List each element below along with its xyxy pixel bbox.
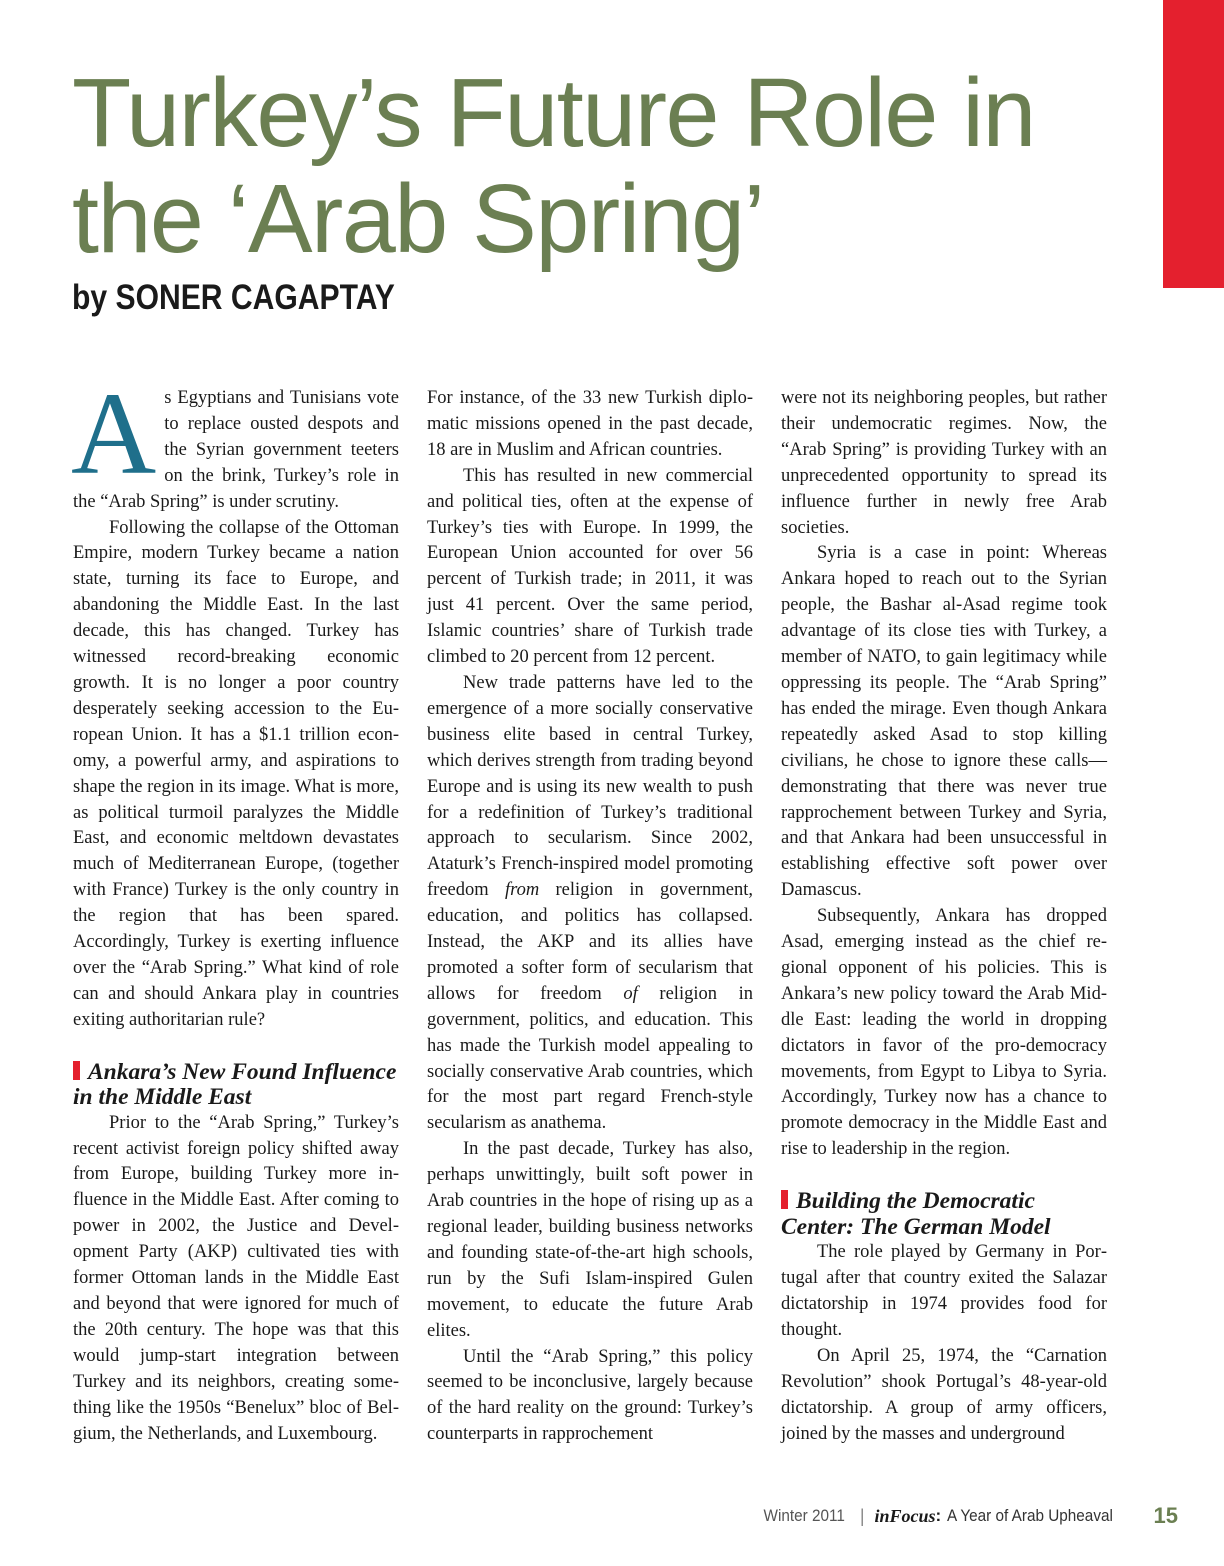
footer-season: Winter 2011	[763, 1506, 846, 1525]
byline: by SONER CAGAPTAY	[72, 278, 395, 317]
intro-paragraph	[71, 368, 399, 516]
page-footer	[759, 1501, 1178, 1531]
paragraph: The role played by Germany in Portugal after that country exited the Salazar dictatorship in 1974 provides food for thought.	[781, 1242, 1107, 1340]
column-1	[71, 368, 399, 1447]
column-2	[427, 386, 753, 1448]
paragraph: On April 25, 1974, the “Carnation Revolution” shook Portugal’s 48-year-old dictatorship. A group of army officers, joined by the masses and underground	[781, 1345, 1107, 1444]
section-heading-german-model	[781, 1189, 1107, 1240]
paragraph: For instance, of the 33 new Turkish diplomatic missions opened in the past decade, 18 are in Muslim and African countries.	[427, 388, 753, 460]
red-edge-tab	[1163, 0, 1224, 288]
intro-text: s Egyptians and Tunisians vote to replace ousted despots and the Syrian government teeters on the brink, Turkey’s role in the “Arab Spring” is under scrutiny.	[73, 388, 399, 512]
footer-issue-title: A Year of Arab Upheaval	[947, 1506, 1114, 1525]
paragraph	[427, 671, 753, 1137]
heading-marker	[73, 1061, 80, 1080]
footer-separator: |	[859, 1505, 865, 1526]
footer-colon: :	[935, 1506, 942, 1525]
paragraph: Prior to the “Arab Spring,” Turkey’s recent activist foreign policy shifted away from Europe, building Turkey more influence in the Middle East. After coming to power in 2002, the Justice and Development Party (AKP) cultivated ties with former Ottoman lands in the Middle East and beyond that were ignored for much of the 20th century. The hope was that this would jump-start integration between Turkey and its neighbors, creating something like the 1950s “Benelux” bloc of Belgium, the Netherlands, and Luxembourg.	[73, 1112, 399, 1444]
section-heading-text: Ankara’s New Found Influence in the Middle East	[73, 1058, 397, 1111]
page-number: 15	[1153, 1503, 1178, 1528]
text-run: religion in government, politics, and education. This has made the Turkish model appealing to socially conservative Arab countries, which for the most part regard French-style secularism as anathema.	[427, 983, 753, 1134]
footer-publication: inFocus	[874, 1505, 936, 1526]
paragraph: Subsequently, Ankara has dropped Asad, emerging instead as the chief regional opponent of his policies. This is Ankara’s new policy toward the Arab Middle East: leading the world in dropping dictators in favor of the pro-democracy movements, from Egypt to Libya to Syria. Accordingly, Turkey now has a chance to promote democracy in the Middle East and rise to leadership in the region.	[781, 906, 1107, 1160]
paragraph: Following the collapse of the Ottoman Empire, modern Turkey became a nation state, turning its face to Europe, and abandoning the Middle East. In the last decade, this has changed. Turkey has witnessed record-breaking economic growth. It is no longer a poor country desperately seeking accession to the European Union. It has a $1.1 trillion economy, a powerful army, and aspirations to shape the region in its image. What is more, as political turmoil paralyzes the Middle East, and economic meltdown devastates much of Mediterranean Europe, (together with France) Turkey is the only country in the region that has been spared. Accordingly, Turkey is exerting influence over the “Arab Spring.” What kind of role can and should Ankara play in countries exiting authoritarian rule?	[73, 517, 399, 1030]
paragraph: In the past decade, Turkey has also, perhaps unwittingly, built soft power in Arab countries in the hope of rising up as a regional leader, building business networks and founding state-of-the-art high schools, run by the Sufi Islam-inspired Gulen movement, to educate the future Arab elites.	[427, 1139, 753, 1341]
text-run: religion in government, education, and politics has collapsed. Instead, the AKP and its allies have promoted a softer form of secularism that allows for freedom	[427, 880, 754, 1004]
paragraph: Syria is a case in point: Whereas Ankara hoped to reach out to the Syrian people, the Bashar al-Asad regime took advantage of its close ties with Turkey, a member of NATO, to gain legitimacy while oppressing its people. The “Arab Spring” has ended the mirage. Even though Ankara repeatedly asked Asad to stop killing civilians, he chose to ignore these calls—demonstrating that there was never true rapprochement between Turkey and Syria, and that Ankara had been unsuccessful in establishing effective soft power over Damascus.	[781, 543, 1107, 901]
emphasis-of: of	[623, 983, 638, 1004]
text-run: New trade patterns have led to the emergence of a more socially conservative business elite based in central Turkey, which derives strength from trading beyond Europe and is using its new wealth to push for a redefinition of Turkey’s traditional approach to secularism. Since 2002, Ataturk’s French-inspired model promoting freedom	[427, 672, 753, 901]
paragraph: This has resulted in new commercial and political ties, often at the expense of Turkey’s ties with Europe. In 1999, the European Union accounted for over 56 percent of Turkish trade; in 2011, it was just 41 percent. Over the same period, Islamic countries’ share of Turkish trade climbed to 20 percent from 12 percent.	[427, 465, 753, 668]
heading-marker	[781, 1190, 788, 1209]
emphasis-from: from	[504, 880, 540, 901]
paragraph: Until the “Arab Spring,” this policy seemed to be inconclusive, largely because of the hard reality on the ground: Turkey’s counterparts in rapprochement	[427, 1346, 753, 1445]
section-heading-ankara	[73, 1060, 399, 1111]
drop-cap: A	[71, 368, 157, 499]
article-title: Turkey’s Future Role in the ‘Arab Spring’	[72, 58, 1035, 273]
section-heading-text: Building the Democratic Center: The German Model	[781, 1188, 1051, 1240]
paragraph: were not its neighboring peoples, but rather their undemocratic regimes. Now, the “Arab Spring” is providing Turkey with an unprecedented opportunity to spread its influence further in newly free Arab societies.	[781, 388, 1107, 538]
column-3	[781, 386, 1107, 1447]
